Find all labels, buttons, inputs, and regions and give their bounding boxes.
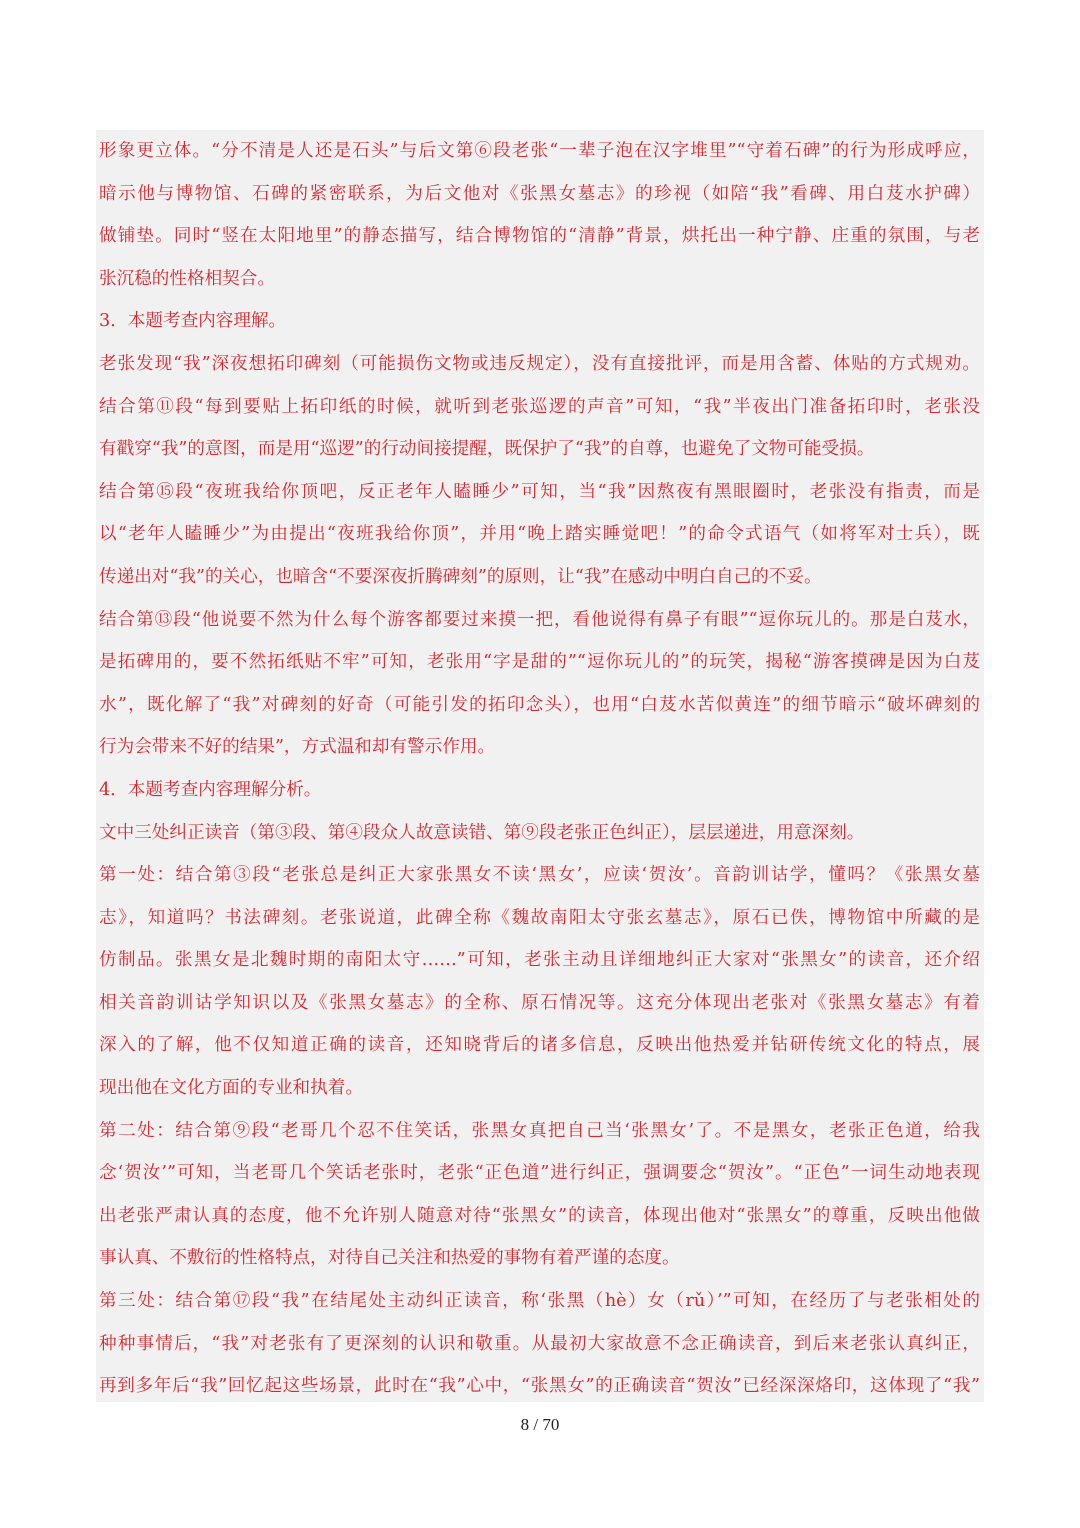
answer-explanation-block (96, 130, 984, 1402)
text-line: 行为会带来不好的结果”，方式温和却有警示作用。 (99, 737, 496, 758)
text-line: 水”，既化解了“我”对碑刻的好奇（可能引发的拓印念头），也用“白芨水苦似黄连”的细节暗示“破坏碑刻的 (99, 694, 980, 715)
text-line: 第三处：结合第⑰段“我”在结尾处主动纠正读音，称‘张黑（hè）女（rǔ）’”可知，在经历了与老张相处的 (99, 1291, 980, 1312)
page-number: 8 / 70 (520, 1415, 560, 1434)
text-line: 张沉稳的性格相契合。 (99, 268, 275, 289)
text-line: 结合第⑪段“每到要贴上拓印纸的时候，就听到老张巡逻的声音”可知，“我”半夜出门准备拓印时，老张没 (99, 396, 980, 417)
text-line: 第二处：结合第⑨段“老哥几个忍不住笑话，张黑女真把自己当‘张黑女’了。不是黑女，老张正色道，给我 (99, 1120, 980, 1141)
text-line: 现出他在文化方面的专业和执着。 (99, 1078, 363, 1099)
text-line: 传递出对“我”的关心，也暗含“不要深夜折腾碑刻”的原则，让“我”在感动中明白自己的不妥。 (99, 566, 822, 587)
text-line: 形象更立体。“分不清是人还是石头”与后文第⑥段老张“一辈子泡在汉字堆里”“守着石碑”的行为形成呼应， (99, 141, 980, 161)
text-line: 以“老年人瞌睡少”为由提出“夜班我给你顶”，并用“晚上踏实睡觉吧！”的命令式语气（如将军对士兵），既 (99, 524, 980, 545)
text-line: 老张发现“我”深夜想拓印碑刻（可能损伤文物或违反规定），没有直接批评，而是用含蓄、体贴的方式规劝。 (99, 353, 980, 374)
text-line: 暗示他与博物馆、石碑的紧密联系，为后文他对《张黑女墓志》的珍视（如陪“我”看碑、用白芨水护碑） (99, 183, 980, 204)
text-line: 相关音韵训诂学知识以及《张黑女墓志》的全称、原石情况等。这充分体现出老张对《张黑女墓志》有着 (99, 992, 980, 1013)
text-line: 是拓碑用的，要不然拓纸贴不牢”可知，老张用“字是甜的”“逗你玩儿的”的玩笑，揭秘“游客摸碑是因为白芨 (99, 652, 980, 673)
text-line: 做铺垫。同时“竖在太阳地里”的静态描写，结合博物馆的“清静”背景，烘托出一种宁静、庄重的氛围，与老 (99, 226, 980, 247)
text-line: 志》，知道吗？书法碑刻。老张说道，此碑全称《魏故南阳太守张玄墓志》，原石已佚，博物馆中所藏的是 (99, 907, 980, 928)
text-line: 深入的了解，他不仅知道正确的读音，还知晓背后的诸多信息，反映出他热爱并钻研传统文化的特点，展 (99, 1035, 980, 1056)
text-line: 再到多年后“我”回忆起这些场景，此时在“我”心中，“张黑女”的正确读音“贺汝”已经深深烙印，这体现了“我” (99, 1376, 980, 1397)
text-line: 文中三处纠正读音（第③段、第④段众人故意读错、第⑨段老张正色纠正），层层递进，用意深刻。 (99, 822, 865, 843)
text-line: 出老张严肃认真的态度，他不允许别人随意对待“张黑女”的读音，体现出他对“张黑女”的尊重，反映出他做 (99, 1205, 980, 1226)
text-line: 结合第⑬段“他说要不然为什么每个游客都要过来摸一把，看他说得有鼻子有眼”“逗你玩儿的。那是白芨水， (99, 609, 980, 630)
text-line: 4．本题考查内容理解分析。 (99, 779, 322, 800)
text-line: 仿制品。张黑女是北魏时期的南阳太守……”可知，老张主动且详细地纠正大家对“张黑女”的读音，还介绍 (99, 950, 980, 971)
text-line: 种种事情后，“我”对老张有了更深刻的认识和敬重。从最初大家故意不念正确读音，到后来老张认真纠正， (99, 1333, 980, 1354)
text-line: 念‘贺汝’”可知，当老哥几个笑话老张时，老张“正色道”进行纠正，强调要念“贺汝”。“正色”一词生动地表现 (99, 1163, 980, 1184)
text-line: 结合第⑮段“夜班我给你顶吧，反正老年人瞌睡少”可知，当“我”因熬夜有黑眼圈时，老张没有指责，而是 (99, 481, 980, 502)
text-line: 3．本题考查内容理解。 (99, 311, 287, 332)
text-line: 有戳穿“我”的意图，而是用“巡逻”的行动间接提醒，既保护了“我”的自尊，也避免了文物可能受损。 (99, 439, 875, 460)
text-line: 第一处：结合第③段“老张总是纠正大家张黑女不读‘黑女’，应读‘贺汝’。音韵训诂学，懂吗？《张黑女墓 (99, 865, 980, 886)
text-line: 事认真、不敷衍的性格特点，对待自己关注和热爱的事物有着严谨的态度。 (99, 1248, 680, 1269)
